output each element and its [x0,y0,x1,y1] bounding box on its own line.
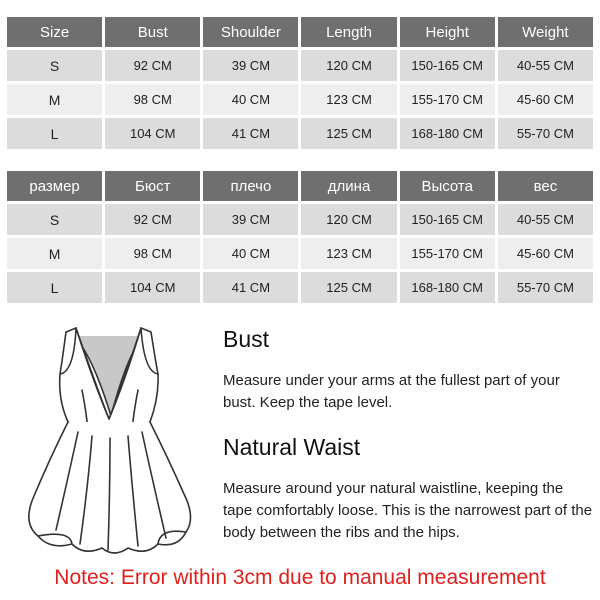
cell-height: 155-170 CM [400,238,495,269]
cell-size: M [7,238,102,269]
table-row [7,272,593,303]
header-length: длина [301,171,396,201]
cell-shoulder: 39 CM [203,50,298,81]
header-height: Height [400,17,495,47]
cell-length: 120 CM [301,204,396,235]
table-row [7,204,593,235]
header-weight: вес [498,171,593,201]
cell-length: 125 CM [301,118,396,149]
cell-weight: 55-70 CM [498,118,593,149]
size-table-english [4,14,596,152]
cell-shoulder: 41 CM [203,118,298,149]
sleeveless-v-neck-dress-icon [10,318,210,568]
cell-weight: 45-60 CM [498,84,593,115]
cell-height: 155-170 CM [400,84,495,115]
cell-length: 125 CM [301,272,396,303]
bust-heading: Bust [223,326,270,352]
table-header-row [7,17,593,47]
table-row [7,50,593,81]
cell-bust: 98 CM [105,238,200,269]
header-height: Высота [400,171,495,201]
cell-bust: 98 CM [105,84,200,115]
header-size: размер [7,171,102,201]
cell-weight: 55-70 CM [498,272,593,303]
cell-shoulder: 41 CM [203,272,298,303]
natural-waist-instructions: Measure around your natural waistline, keeping the tape comfortably loose. This is the narrowest part of the body between the ribs and the hips. [223,480,593,541]
cell-weight: 40-55 CM [498,50,593,81]
cell-length: 123 CM [301,84,396,115]
cell-bust: 92 CM [105,50,200,81]
cell-bust: 92 CM [105,204,200,235]
cell-weight: 40-55 CM [498,204,593,235]
cell-height: 150-165 CM [400,204,495,235]
measurement-error-note: Notes: Error within 3cm due to manual measurement [54,566,546,589]
cell-weight: 45-60 CM [498,238,593,269]
cell-size: S [7,50,102,81]
cell-size: M [7,84,102,115]
cell-length: 120 CM [301,50,396,81]
header-length: Length [301,17,396,47]
cell-size: L [7,272,102,303]
header-size: Size [7,17,102,47]
cell-height: 150-165 CM [400,50,495,81]
cell-shoulder: 40 CM [203,84,298,115]
header-weight: Weight [498,17,593,47]
header-shoulder: Shoulder [203,17,298,47]
bust-instructions: Measure under your arms at the fullest part of your bust. Keep the tape level. [223,372,560,411]
cell-size: L [7,118,102,149]
table-row [7,84,593,115]
natural-waist-heading: Natural Waist [223,434,361,460]
cell-shoulder: 39 CM [203,204,298,235]
cell-bust: 104 CM [105,272,200,303]
header-bust: Бюст [105,171,200,201]
cell-shoulder: 40 CM [203,238,298,269]
cell-height: 168-180 CM [400,272,495,303]
cell-height: 168-180 CM [400,118,495,149]
header-bust: Bust [105,17,200,47]
cell-bust: 104 CM [105,118,200,149]
size-table-russian [4,168,596,306]
cell-size: S [7,204,102,235]
table-row [7,238,593,269]
table-row [7,118,593,149]
cell-length: 123 CM [301,238,396,269]
table-header-row [7,171,593,201]
header-shoulder: плечо [203,171,298,201]
